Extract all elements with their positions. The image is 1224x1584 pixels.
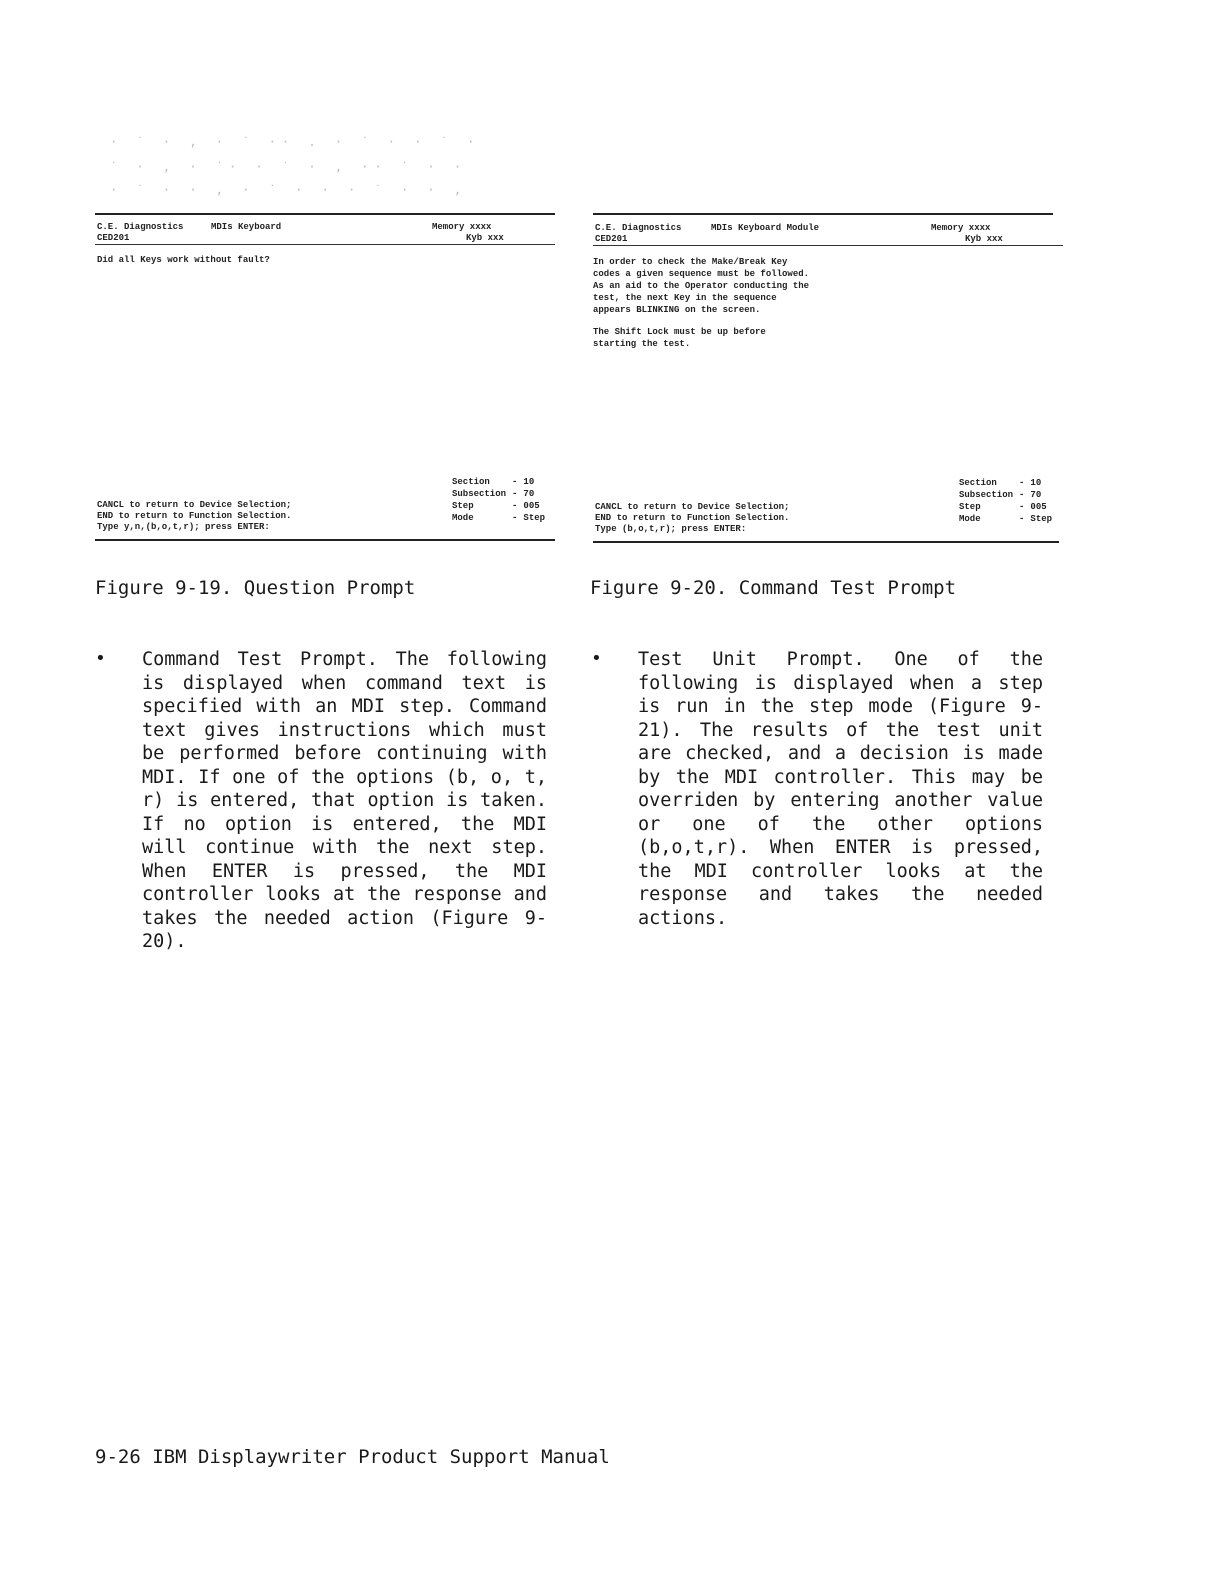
screen-status-block [452, 476, 545, 524]
status-sep: - [1019, 502, 1025, 512]
instruction-paragraph: In order to check the Make/Break Key codes a given sequence must be followed. As an aid to the Operator conducting the test, the next Key in the sequence appears BLINKING on the screen. [593, 257, 810, 315]
screen-bottom-rule [593, 541, 1059, 543]
status-sep: - [1019, 478, 1025, 488]
status-sep: - [512, 513, 518, 523]
status-label: Mode [959, 514, 981, 524]
status-label: Subsection [959, 490, 1014, 500]
screen-footer-line: END to return to Function Selection. [595, 513, 790, 523]
screen-footer-line: CANCL to return to Device Selection; [595, 502, 790, 512]
screen-top-rule [95, 213, 555, 215]
status-sep: - [512, 489, 518, 499]
screen-memory: Memory xxxx [931, 223, 991, 233]
status-label: Step [452, 501, 474, 511]
status-value: Step [1030, 514, 1053, 524]
status-value: 005 [1030, 502, 1047, 512]
page-footer: 9-26 IBM Displaywriter Product Support Manual [95, 1446, 610, 1468]
bullet-icon: • [95, 648, 106, 669]
screen-memory: Memory xxxx [432, 222, 492, 232]
screen-module: MDIs Keyboard [211, 222, 282, 232]
screen-top-rule [593, 213, 1053, 215]
bullet-icon: • [591, 648, 602, 669]
screen-footer-line: Type y,n,(b,o,t,r); press ENTER: [97, 522, 270, 532]
screen-module: MDIs Keyboard Module [711, 223, 820, 233]
status-label: Section [959, 478, 997, 488]
scan-noise: · ˙ · , · ˙ ·· . · ˙ · · ˙ · [110, 135, 481, 149]
figure-9-19-caption: Figure 9-19. Question Prompt [95, 577, 416, 599]
status-value: 70 [523, 489, 535, 499]
status-sep: - [512, 501, 518, 511]
status-value: Step [523, 513, 546, 523]
screen-header-rule [95, 244, 555, 245]
screen-footer-line: CANCL to return to Device Selection; [97, 500, 292, 510]
scan-noise: ˙ · , · ˙· · ˙ · , ·· ˙ · · [110, 160, 468, 174]
scan-noise: · ˙ · · , · ˙ · · · ˙ · · , [110, 183, 468, 197]
figure-9-20-screen [593, 213, 1053, 545]
screen-title: C.E. Diagnostics [97, 222, 184, 232]
status-value: 005 [523, 501, 540, 511]
screen-bottom-rule [95, 539, 555, 541]
status-sep: - [1019, 514, 1025, 524]
status-value: 70 [1030, 490, 1042, 500]
status-value: 10 [1030, 478, 1042, 488]
status-label: Mode [452, 513, 474, 523]
status-value: 10 [523, 477, 535, 487]
status-label: Step [959, 502, 981, 512]
screen-kyb: Kyb xxx [965, 234, 1003, 244]
figure-9-19-screen [95, 213, 555, 543]
bullet-text: Command Test Prompt. The following is displayed when command text is specified with an MDI step. Command text gives instructions which must be performed before continuing with MDI. If one of the options (b, o, t, r) is entered, that option is taken. If no option is entered, the MDI will continue with the next step. When ENTER is pressed, the MDI controller looks at the response and takes the needed action (Figure 9-20). [142, 649, 547, 952]
screen-header-rule [593, 245, 1063, 246]
screen-instructions [593, 256, 813, 360]
screen-footer-line: Type (b,o,t,r); press ENTER: [595, 524, 747, 534]
figure-9-20-caption: Figure 9-20. Command Test Prompt [590, 577, 957, 599]
screen-status-block [959, 477, 1052, 525]
screen-kyb: Kyb xxx [466, 233, 504, 243]
bullet-text: Test Unit Prompt. One of the following is displayed when a step is run in the step mode (Figure 9-21). The results of the test unit are checked, and a decision is made by the MDI controller. This may be overriden by entering another value or one of the other options (b,o,t,r). When ENTER is pressed, the MDI controller looks at the response and takes the needed actions. [638, 649, 1043, 929]
screen-footer-line: END to return to Function Selection. [97, 511, 292, 521]
screen-code: CED201 [97, 233, 130, 243]
screen-code: CED201 [595, 234, 628, 244]
status-label: Section [452, 477, 490, 487]
status-sep: - [512, 477, 518, 487]
screen-question: Did all Keys work without fault? [97, 255, 270, 265]
status-label: Subsection [452, 489, 507, 499]
status-sep: - [1019, 490, 1025, 500]
screen-title: C.E. Diagnostics [595, 223, 682, 233]
instruction-paragraph: The Shift Lock must be up before starting the test. [593, 327, 766, 349]
